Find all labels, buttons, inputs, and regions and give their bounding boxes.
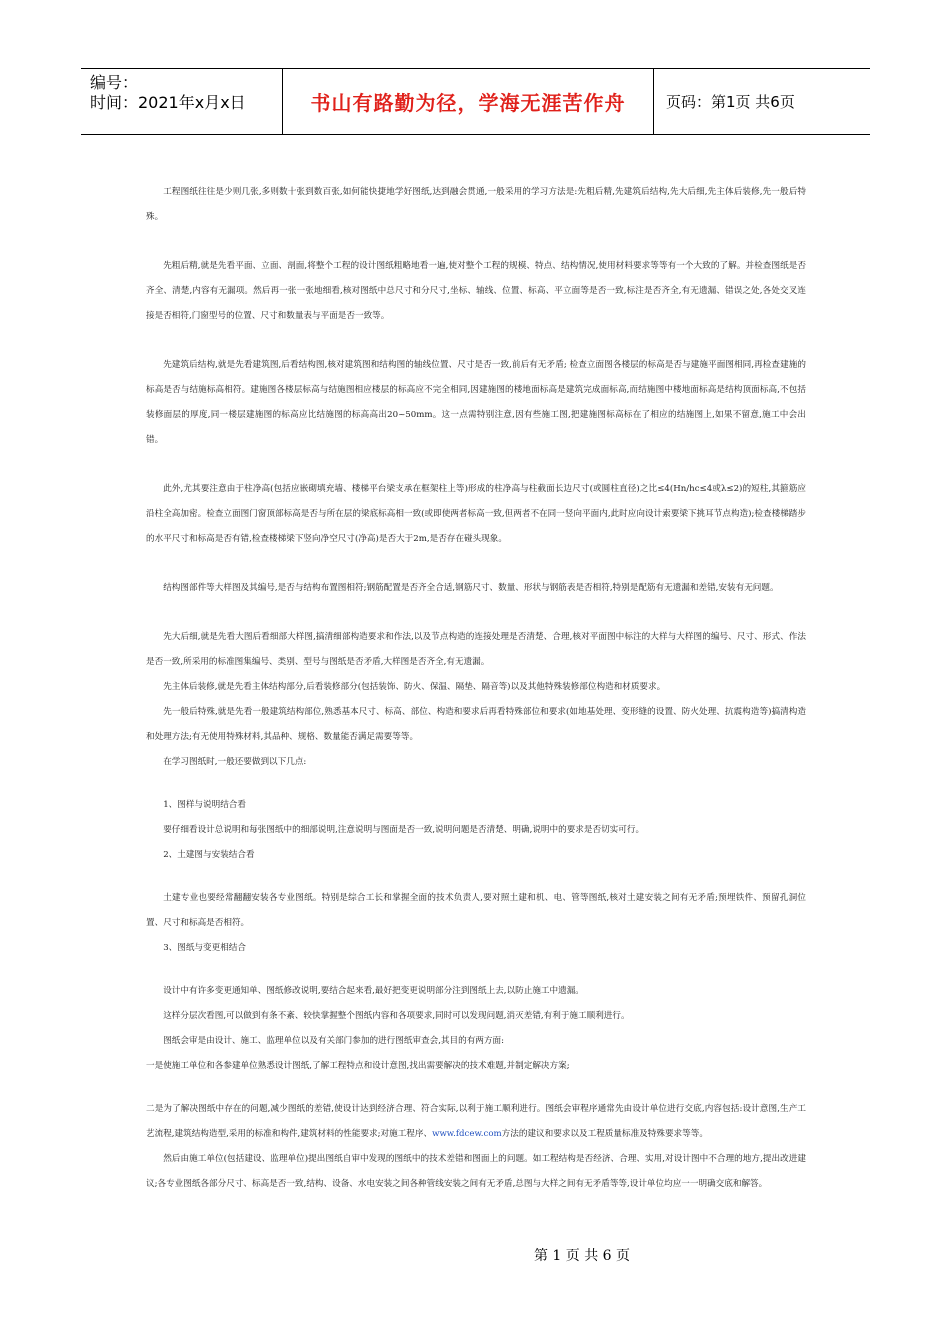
- paragraph: 在学习图纸时,一般还要做到以下几点:: [163, 757, 307, 767]
- paragraph: 这样分层次看图,可以做到有条不紊、较快掌握整个图纸内容和各项要求,同时可以发现问题,消灭差错,有利于施工顺利进行。: [163, 1011, 630, 1021]
- header-info-cell: [81, 69, 282, 134]
- paragraph: 设计中有许多变更通知单、图纸修改说明,要结合起来看,最好把变更说明部分注到图纸上去,以防止施工中遗漏。: [163, 986, 584, 996]
- document-date-label: 时间：2021年x月x日: [90, 93, 246, 112]
- header-page-cell: [654, 69, 870, 134]
- header-motto-cell: [282, 69, 654, 134]
- paragraph: 此外,尤其要注意由于柱净高(包括应嵌砌填充墙、楼梯平台梁支承在框架柱上等)形成的柱净高与柱截面长边尺寸(或圆柱直径)之比≤4(Hn/hc≤4或λ≤2)的短柱,其箍筋应沿柱全高加密。检查立面图门窗顶部标高是否与所在层的梁底标高相一致(或即使两者标高一致,但两者不在同一竖向平面内,此时应向设计索要梁下挑耳节点构造);检查楼梯踏步的水平尺寸和标高是否有错,检查楼梯梁下竖向净空尺寸(净高)是否大于2m,是否存在碰头现象。: [146, 484, 806, 544]
- paragraph: 先一般后特殊,就是先看一般建筑结构部位,熟悉基本尺寸、标高、部位、构造和要求后再看特殊部位和要求(如地基处理、变形缝的设置、防火处理、抗震构造等)搞清构造和处理方法;有无使用特殊材料,其品种、规格、数量能否满足需要等等。: [146, 707, 806, 742]
- paragraph: 土建专业也要经常翻翻安装各专业图纸。特别是综合工长和掌握全面的技术负责人,要对照土建和机、电、管等图纸,核对土建安装之间有无矛盾;预埋铁件、预留孔洞位置、尺寸和标高是否相符。: [146, 893, 806, 928]
- footer-page-number: 第 1 页 共 6 页: [533, 1248, 631, 1264]
- paragraph: 先大后细,就是先看大图后看细部大样图,搞清细部构造要求和作法,以及节点构造的连接处理是否清楚、合理,核对平面图中标注的大样与大样图的编号、尺寸、形式、作法是否一致,所采用的标准图集编号、类别、型号与图纸是否矛盾,大样图是否齐全,有无遗漏。: [146, 632, 806, 667]
- section-heading: 2、土建图与安装结合看: [163, 850, 255, 860]
- section-heading: 1、图样与说明结合看: [163, 800, 246, 810]
- paragraph: [146, 1097, 806, 1147]
- document-body: [146, 180, 806, 1197]
- paragraph-text: 方法的建议和要求以及工程质量标准及特殊要求等等。: [501, 1129, 708, 1139]
- paragraph: 先粗后精,就是先看平面、立面、剖面,将整个工程的设计图纸粗略地看一遍,使对整个工程的规模、特点、结构情况,使用材料要求等等有一个大致的了解。并检查图纸是否齐全、清楚,内容有无漏项。然后再一张一张地细看,核对图纸中总尺寸和分尺寸,坐标、轴线、位置、标高、平立面等是否一致,标注是否齐全,有无遗漏、错误之处,各处交叉连接是否相符,门窗型号的位置、尺寸和数量表与平面是否一致等。: [146, 261, 806, 321]
- paragraph: 然后由施工单位(包括建设、监理单位)提出图纸自审中发现的图纸中的技术差错和图面上的问题。如工程结构是否经济、合理、实用,对设计图中不合理的地方,提出改进建议;各专业图纸各部分尺寸、标高是否一致,结构、设备、水电安装之间各种管线安装之间有无矛盾,总图与大样之间有无矛盾等等,设计单位均应一一明确交底和解答。: [146, 1154, 806, 1189]
- document-number-label: 编号：: [90, 73, 139, 92]
- paragraph: 先建筑后结构,就是先看建筑图,后看结构图,核对建筑图和结构图的轴线位置、尺寸是否一致,前后有无矛盾; 检查立面图各楼层的标高是否与建施平面图相同,再检查建施的标高是否与结施标高相符。建施图各楼层标高与结施图相应楼层的标高应不完全相同,因建施图的楼地面标高是建筑完成面标高,而结施图中楼地面标高是结构顶面标高,不包括装修面层的厚度,同一楼层建施图的标高应比结施图的标高高出20~50mm。这一点需特别注意,因有些施工图,把建施图标高标在了相应的结施图上,如果不留意,施工中会出错。: [146, 360, 806, 445]
- paragraph: 结构图部件等大样图及其编号,是否与结构布置图相符;钢筋配置是否齐全合适,钢筋尺寸、数量、形状与钢筋表是否相符,特别是配筋有无遗漏和差错,安装有无问题。: [163, 583, 779, 593]
- paragraph: 图纸会审是由设计、施工、监理单位以及有关部门参加的进行图纸审查会,其目的有两方面:: [163, 1036, 504, 1046]
- paragraph: 工程图纸往往是少则几张,多则数十张到数百张,如何能快捷地学好图纸,达到融会贯通,一般采用的学习方法是:先粗后精,先建筑后结构,先大后细,先主体后装修,先一般后特殊。: [146, 187, 806, 222]
- section-heading: 3、图纸与变更相结合: [163, 943, 246, 953]
- header-table: [81, 68, 870, 135]
- page-footer: [0, 1245, 950, 1265]
- paragraph: 要仔细看设计总说明和每张图纸中的细部说明,注意说明与图面是否一致,说明问题是否清楚、明确,说明中的要求是否切实可行。: [163, 825, 645, 835]
- paragraph-text: 二是为了解决图纸中存在的问题,减少图纸的差错,使设计达到经济合理、符合实际,以利于施工顺利进行。图纸会审程序通常先由设计单位进行交底,内容包括:设计意图,生产工艺流程,建筑结构造型,采用的标准和构件,建筑材料的性能要求;对施工程序、: [146, 1104, 806, 1139]
- motto-text: 书山有路勤为径，学海无涯苦作舟: [310, 91, 626, 115]
- paragraph: 先主体后装修,就是先看主体结构部分,后看装修部分(包括装饰、防火、保温、隔垫、隔音等)以及其他特殊装修部位构造和材质要求。: [163, 682, 666, 692]
- website-link[interactable]: www.fdcew.com: [432, 1129, 502, 1139]
- page-number-label: 页码：第1页 共6页: [666, 93, 795, 111]
- paragraph: 一是使施工单位和各参建单位熟悉设计图纸,了解工程特点和设计意图,找出需要解决的技术难题,并制定解决方案;: [146, 1061, 570, 1071]
